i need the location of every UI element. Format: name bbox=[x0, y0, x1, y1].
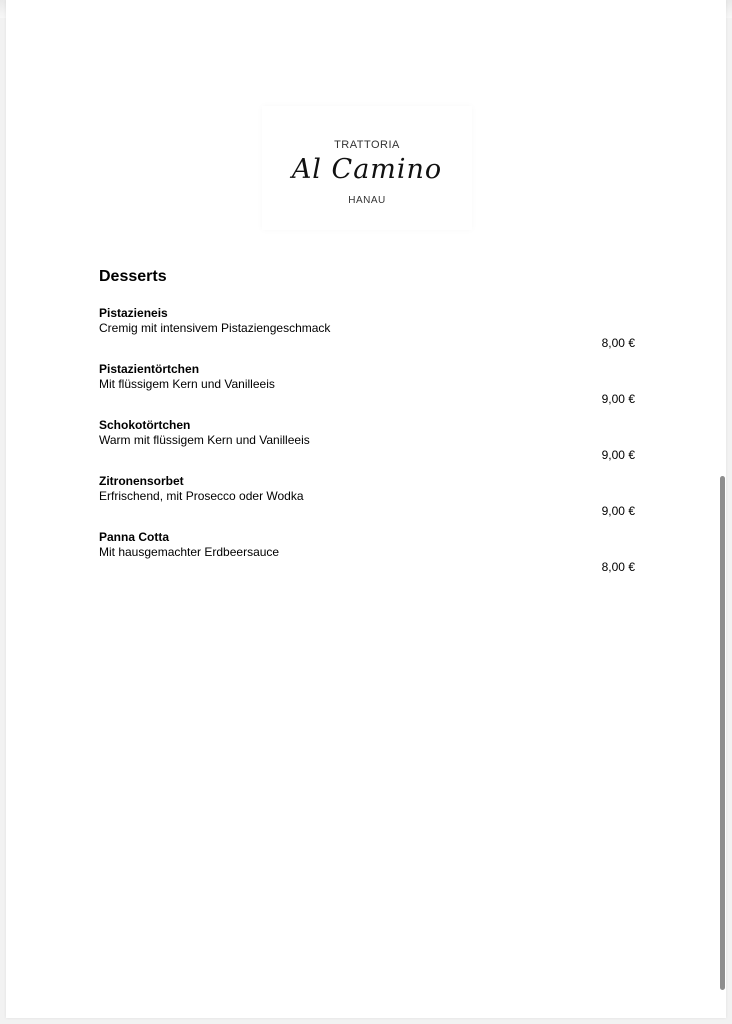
menu-item bbox=[99, 362, 635, 418]
restaurant-logo bbox=[262, 106, 472, 230]
item-description: Mit hausgemachter Erdbeersauce bbox=[99, 545, 280, 559]
menu-page bbox=[6, 0, 726, 1018]
item-price: 9,00 € bbox=[601, 392, 635, 406]
logo-bottom-text: HANAU bbox=[348, 195, 386, 206]
menu-item bbox=[99, 530, 635, 586]
item-price: 8,00 € bbox=[601, 560, 635, 574]
menu-item bbox=[99, 306, 635, 362]
item-description: Erfrischend, mit Prosecco oder Wodka bbox=[99, 489, 304, 503]
logo-name: Al Camino bbox=[291, 154, 443, 185]
dessert-list bbox=[99, 306, 635, 586]
section-title: Desserts bbox=[99, 268, 167, 285]
item-name: Panna Cotta bbox=[99, 530, 170, 544]
item-description: Cremig mit intensivem Pistaziengeschmack bbox=[99, 321, 331, 335]
item-description: Warm mit flüssigem Kern und Vanilleeis bbox=[99, 433, 310, 447]
item-name: Pistazientörtchen bbox=[99, 362, 200, 376]
menu-item bbox=[99, 474, 635, 530]
menu-item bbox=[99, 418, 635, 474]
item-name: Pistazieneis bbox=[99, 306, 168, 320]
logo-top-text: TRATTORIA bbox=[334, 139, 400, 151]
vertical-scrollbar[interactable] bbox=[720, 476, 725, 990]
item-name: Zitronensorbet bbox=[99, 474, 184, 488]
item-price: 9,00 € bbox=[601, 448, 635, 462]
item-description: Mit flüssigem Kern und Vanilleeis bbox=[99, 377, 275, 391]
item-name: Schokotörtchen bbox=[99, 418, 191, 432]
item-price: 9,00 € bbox=[601, 504, 635, 518]
item-price: 8,00 € bbox=[601, 336, 635, 350]
